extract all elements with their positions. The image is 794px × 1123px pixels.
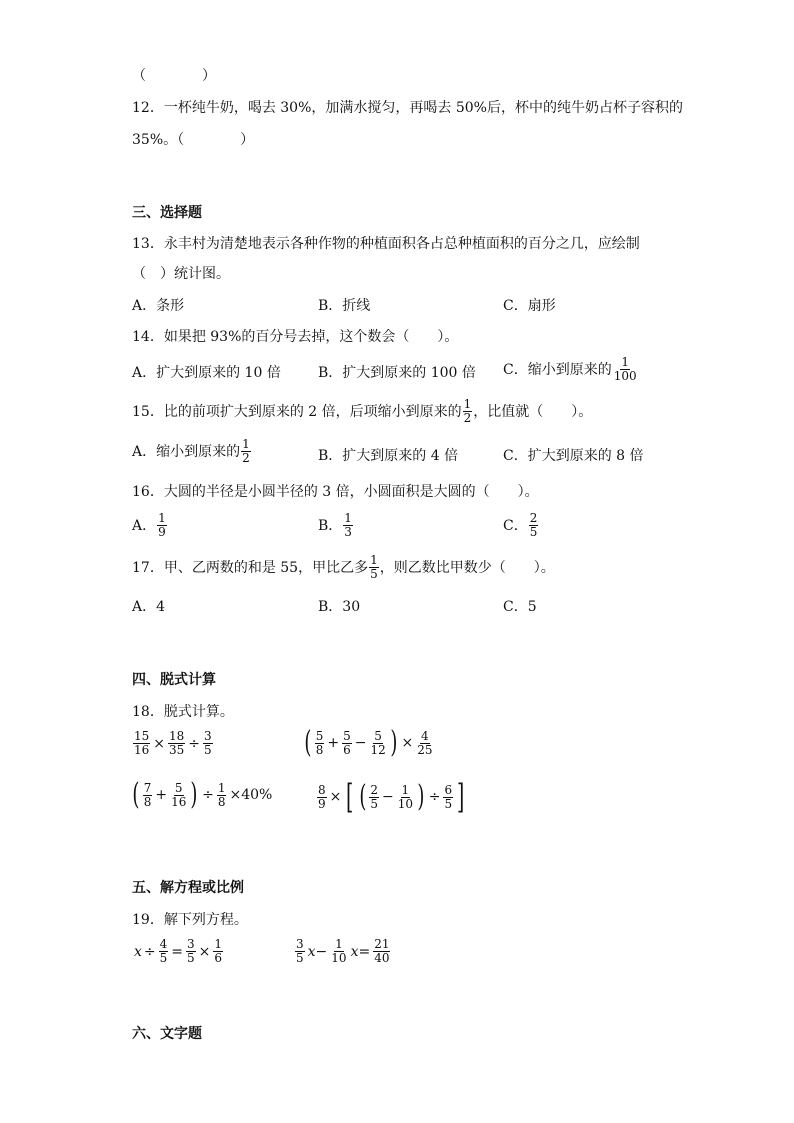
fraction: $\frac{1}{10}$ — [397, 782, 414, 811]
operator: − — [354, 735, 367, 751]
operator: × — [329, 789, 342, 805]
q16-option-c — [503, 512, 539, 539]
fraction: $\frac{3}{5}$ — [204, 729, 212, 757]
fraction: $\frac{4}{25}$ — [417, 728, 433, 757]
q17-option-c: C．5 — [503, 599, 537, 615]
fraction: $\frac{3}{5}$ — [296, 937, 304, 965]
left-paren: ( — [304, 725, 312, 760]
fraction: $\frac{21}{40}$ — [374, 937, 390, 965]
q19-equation-2 — [294, 938, 391, 965]
fraction: $\frac{5}{6}$ — [343, 728, 351, 757]
fraction: $\frac{18}{35}$ — [169, 729, 185, 757]
q15-stem-a: 15．比的前项扩大到原来的 2 倍，后项缩小到原来的 — [132, 403, 462, 420]
fraction: $\frac{4}{5}$ — [159, 937, 168, 965]
fraction: $\frac{15}{16}$ — [134, 729, 150, 757]
section-5-title: 五、解方程或比例 — [132, 880, 244, 896]
question-13-line2: （ ）统计图。 — [132, 266, 230, 282]
fraction: $\frac{7}{8}$ — [143, 780, 152, 809]
fraction: $\frac{8}{9}$ — [318, 782, 326, 811]
q17-stem-fraction: $\frac{1}{5}$ — [370, 553, 378, 581]
variable: x= — [350, 943, 371, 960]
fraction: $\frac{3}{5}$ — [187, 937, 195, 965]
operator: ÷ — [143, 943, 156, 960]
q14-option-c — [503, 356, 639, 383]
question-16-stem: 16．大圆的半径是小圆半径的 3 倍，小圆面积是大圆的（ ）。 — [132, 484, 539, 500]
q13-option-a: A．条形 — [132, 298, 185, 314]
question-15-stem — [132, 398, 592, 425]
q15-stem-fraction: $\frac{1}{2}$ — [463, 397, 472, 425]
operator: ÷ — [202, 787, 214, 803]
fraction: $\frac{1}{10}$ — [331, 937, 347, 965]
q18-expression-3 — [130, 777, 274, 812]
question-12-line2: 35%。（ ） — [132, 132, 255, 148]
q16-option-b — [318, 512, 354, 539]
question-17-stem — [132, 554, 555, 581]
q15-option-a-text: A．缩小到原来的 — [132, 443, 241, 460]
section-3-title: 三、选择题 — [132, 205, 202, 221]
operator: + — [327, 735, 340, 751]
operator: ×40% — [229, 787, 273, 803]
fraction: $\frac{2}{5}$ — [370, 782, 378, 811]
q18-expression-2 — [302, 725, 434, 760]
q16-option-a-fraction: $\frac{1}{9}$ — [158, 511, 166, 539]
q16-option-a-label: A． — [132, 517, 157, 534]
q16-option-b-label: B． — [318, 517, 343, 534]
right-paren: ) — [190, 777, 198, 812]
operator: × — [401, 735, 414, 751]
fraction: $\frac{5}{12}$ — [370, 728, 386, 757]
section-4-title: 四、脱式计算 — [132, 672, 216, 688]
operator: × — [153, 735, 166, 752]
fraction: $\frac{5}{16}$ — [171, 780, 187, 809]
fraction: $\frac{1}{6}$ — [214, 937, 223, 965]
q15-stem-b: ，比值就（ ）。 — [473, 403, 593, 420]
q17-option-a: A．4 — [132, 599, 166, 615]
q14-option-c-fraction: $\frac{1}{100}$ — [613, 355, 637, 383]
left-bracket: [ — [346, 777, 354, 817]
variable: x — [134, 943, 142, 960]
q17-option-b: B．30 — [318, 599, 361, 615]
right-bracket: ] — [457, 777, 465, 817]
left-paren: ( — [132, 777, 140, 812]
q18-expression-1 — [132, 730, 214, 757]
fraction: $\frac{5}{8}$ — [315, 728, 324, 757]
answer-blank: （ ） — [132, 68, 216, 84]
section-6-title: 六、文字题 — [132, 1026, 202, 1042]
q18-expression-4 — [316, 777, 467, 817]
left-paren: ( — [358, 779, 367, 814]
q16-option-c-fraction: $\frac{2}{5}$ — [529, 511, 538, 539]
right-paren: ) — [390, 725, 398, 760]
q16-option-b-fraction: $\frac{1}{3}$ — [344, 511, 352, 539]
q17-stem-b: ，则乙数比甲数少（ ）。 — [379, 559, 555, 576]
question-18-stem: 18．脱式计算。 — [132, 704, 234, 720]
fraction: $\frac{6}{5}$ — [444, 782, 453, 811]
operator: = — [171, 943, 184, 960]
q14-option-a: A．扩大到原来的 10 倍 — [132, 365, 281, 381]
question-14-stem: 14．如果把 93%的百分号去掉，这个数会（ ）。 — [132, 329, 459, 345]
variable: x− — [307, 943, 328, 960]
q17-stem-a: 17．甲、乙两数的和是 55，甲比乙多 — [132, 559, 369, 576]
q15-option-b: B．扩大到原来的 4 倍 — [318, 448, 459, 464]
q13-option-c: C．扇形 — [503, 298, 556, 314]
q15-option-c: C．扩大到原来的 8 倍 — [503, 448, 644, 464]
operator: − — [382, 789, 394, 805]
q16-option-c-label: C． — [503, 517, 528, 534]
right-paren: ) — [417, 779, 425, 814]
operator: + — [155, 787, 168, 803]
question-13-line1: 13．永丰村为清楚地表示各种作物的种植面积各占总种植面积的百分之几，应绘制 — [132, 236, 640, 252]
question-19-stem: 19．解下列方程。 — [132, 912, 248, 928]
q16-option-a — [132, 512, 168, 539]
operator: ÷ — [428, 789, 441, 805]
q19-equation-1 — [134, 938, 224, 965]
q15-option-a — [132, 438, 252, 465]
operator: × — [198, 943, 211, 960]
q14-option-c-text: C．缩小到原来的 — [503, 361, 612, 378]
fraction: $\frac{1}{8}$ — [217, 780, 226, 809]
question-12-line1: 12．一杯纯牛奶，喝去 30%，加满水搅匀，再喝去 50%后，杯中的纯牛奶占杯子容积的 — [132, 100, 683, 116]
operator: ÷ — [188, 735, 201, 752]
q13-option-b: B．折线 — [318, 298, 371, 314]
q15-option-a-fraction: $\frac{1}{2}$ — [242, 437, 250, 465]
q14-option-b: B．扩大到原来的 100 倍 — [318, 365, 476, 381]
